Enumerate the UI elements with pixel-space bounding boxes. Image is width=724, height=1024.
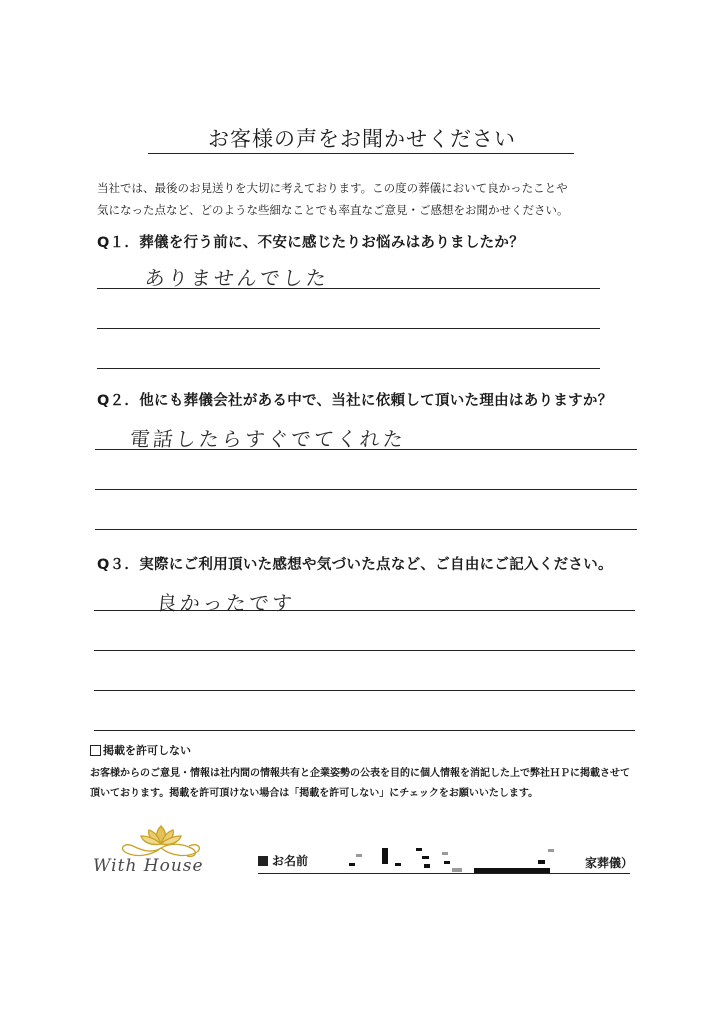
answer-1-line-3 xyxy=(97,368,600,369)
intro-line-2: 気になった点など、どのような些細なことでも率直なご意見・ご感想をお聞かせください。 xyxy=(97,203,569,217)
name-field-label xyxy=(258,852,308,869)
intro-line-1: 当社では、最後のお見送りを大切に考えております。この度の葬儀において良かったことや xyxy=(97,181,568,195)
consent-checkbox-label: 掲載を許可しない xyxy=(103,744,191,757)
consent-note-line-2: 頂いております。掲載を許可頂けない場合は「掲載を許可しない」にチェックをお願いいたします。 xyxy=(90,788,539,799)
name-suffix: 家葬儀） xyxy=(585,856,634,870)
answer-3-line-1 xyxy=(94,610,635,611)
answer-2-line-3 xyxy=(95,529,637,530)
logo-wordmark: With House xyxy=(93,856,204,876)
name-field-redacted[interactable] xyxy=(340,846,580,876)
answer-3-line-2 xyxy=(94,650,635,651)
answer-2-handwritten[interactable]: 電話したらすぐでてくれた xyxy=(128,427,408,451)
question-1-label: Q１．葬儀を行う前に、不安に感じたりお悩みはありましたか？ xyxy=(97,235,525,251)
answer-3-line-4 xyxy=(94,730,635,731)
consent-checkbox-row[interactable] xyxy=(90,742,191,758)
consent-note-line-1: お客様からのご意見・情報は社内間の情報共有と企業姿勢の公表を目的に個人情報を消記した上で弊社ＨＰに掲載させて xyxy=(90,768,630,779)
name-bullet-icon xyxy=(258,856,268,866)
question-3-label: Q３．実際にご利用頂いた感想や気づいた点など、ご自由にご記入ください。 xyxy=(97,557,613,573)
answer-1-handwritten[interactable]: ありませんでした xyxy=(143,266,331,290)
question-2-label: Q２．他にも葬儀会社がある中で、当社に依頼して頂いた理由はありますか？ xyxy=(97,393,613,409)
answer-1-line-1 xyxy=(97,288,600,289)
answer-1-line-2 xyxy=(97,328,600,329)
answer-3-line-3 xyxy=(94,690,635,691)
name-label-text: お名前 xyxy=(272,854,309,868)
answer-2-line-1 xyxy=(95,449,637,450)
answer-3-handwritten[interactable]: 良かったです xyxy=(155,591,297,615)
page-title: お客様の声をお聞かせください xyxy=(208,127,516,151)
answer-2-line-2 xyxy=(95,489,637,490)
title-underline xyxy=(148,153,574,154)
consent-checkbox[interactable] xyxy=(90,745,101,756)
